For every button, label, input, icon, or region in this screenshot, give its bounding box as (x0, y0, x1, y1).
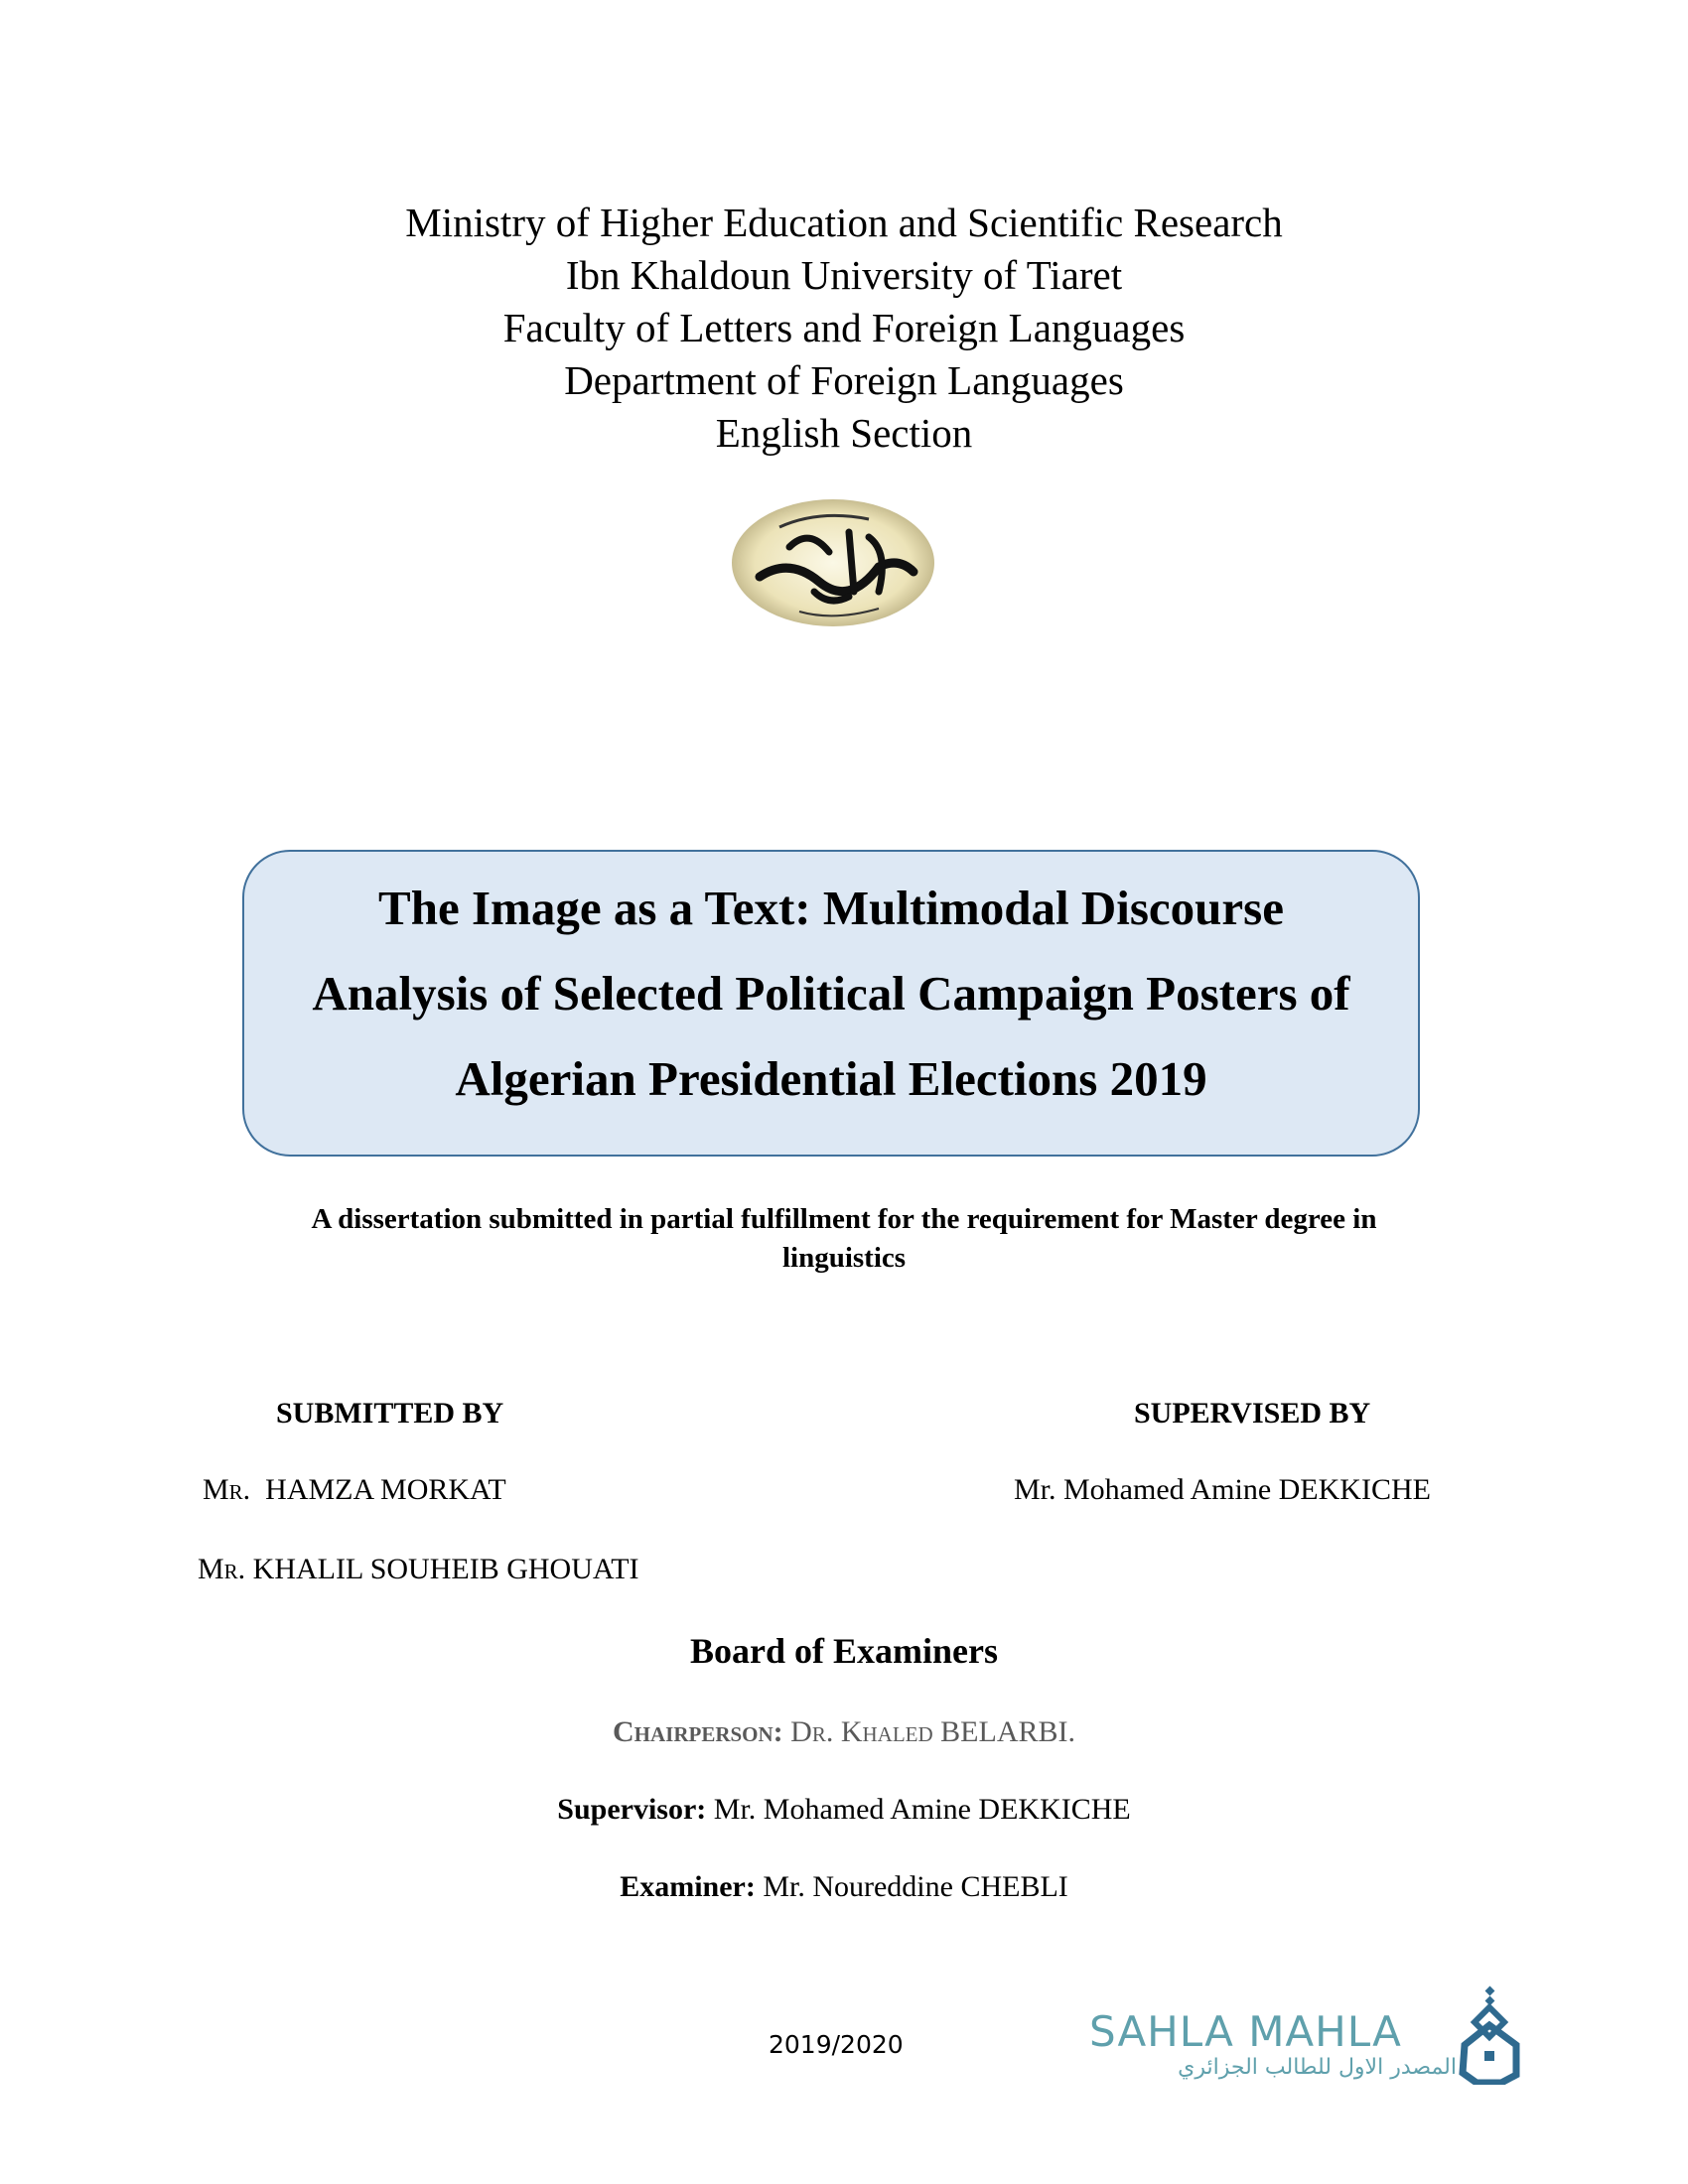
ministry-line: Ministry of Higher Education and Scientific Research (405, 200, 1283, 245)
supervised-by-label: SUPERVISED BY (1134, 1397, 1371, 1430)
title-line: Analysis of Selected Political Campaign Posters of (312, 966, 1350, 1021)
chairperson-line (0, 1715, 1688, 1749)
statement-line: linguistics (781, 1242, 907, 1274)
brand-name: SAHLA MAHLA (1089, 2007, 1402, 2056)
section-line: English Section (715, 410, 973, 456)
dissertation-statement (0, 1200, 1688, 1278)
supervisor-name: Mr. Mohamed Amine DEKKICHE (1014, 1473, 1431, 1506)
academic-year: 2019/2020 (769, 2030, 904, 2059)
supervisor-name: Mr. Mohamed Amine DEKKICHE (713, 1793, 1131, 1826)
chairperson-name: Dr. Khaled BELARBI. (790, 1715, 1075, 1748)
brand-emblem-icon (1457, 1985, 1526, 2085)
title-box (242, 850, 1420, 1157)
university-logo (730, 497, 936, 628)
brand-tagline: المصدر الاول للطالب الجزائري (1178, 2055, 1457, 2080)
sahla-mahla-logo (1089, 1985, 1536, 2085)
examiner-line (0, 1870, 1688, 1904)
title-line: The Image as a Text: Multimodal Discourse (378, 881, 1284, 935)
institution-header (0, 197, 1688, 460)
student-name: Mr. KHALIL SOUHEIB GHOUATI (198, 1553, 639, 1585)
supervisor-label: Supervisor: (557, 1793, 707, 1826)
chairperson-label: Chairperson: (612, 1715, 783, 1748)
submitted-by-label: SUBMITTED BY (276, 1397, 504, 1430)
examiner-label: Examiner: (620, 1870, 756, 1903)
university-line: Ibn Khaldoun University of Tiaret (565, 252, 1123, 298)
title-line: Algerian Presidential Elections 2019 (455, 1051, 1207, 1106)
examiner-name: Mr. Noureddine CHEBLI (763, 1870, 1068, 1903)
student-name: Mr. HAMZA MORKAT (203, 1473, 506, 1506)
department-line: Department of Foreign Languages (564, 357, 1124, 403)
supervisor-line (0, 1793, 1688, 1827)
faculty-line: Faculty of Letters and Foreign Languages (502, 305, 1186, 350)
statement-line: A dissertation submitted in partial fulfillment for the requirement for Master degree in (311, 1203, 1377, 1235)
board-title: Board of Examiners (690, 1631, 998, 1671)
